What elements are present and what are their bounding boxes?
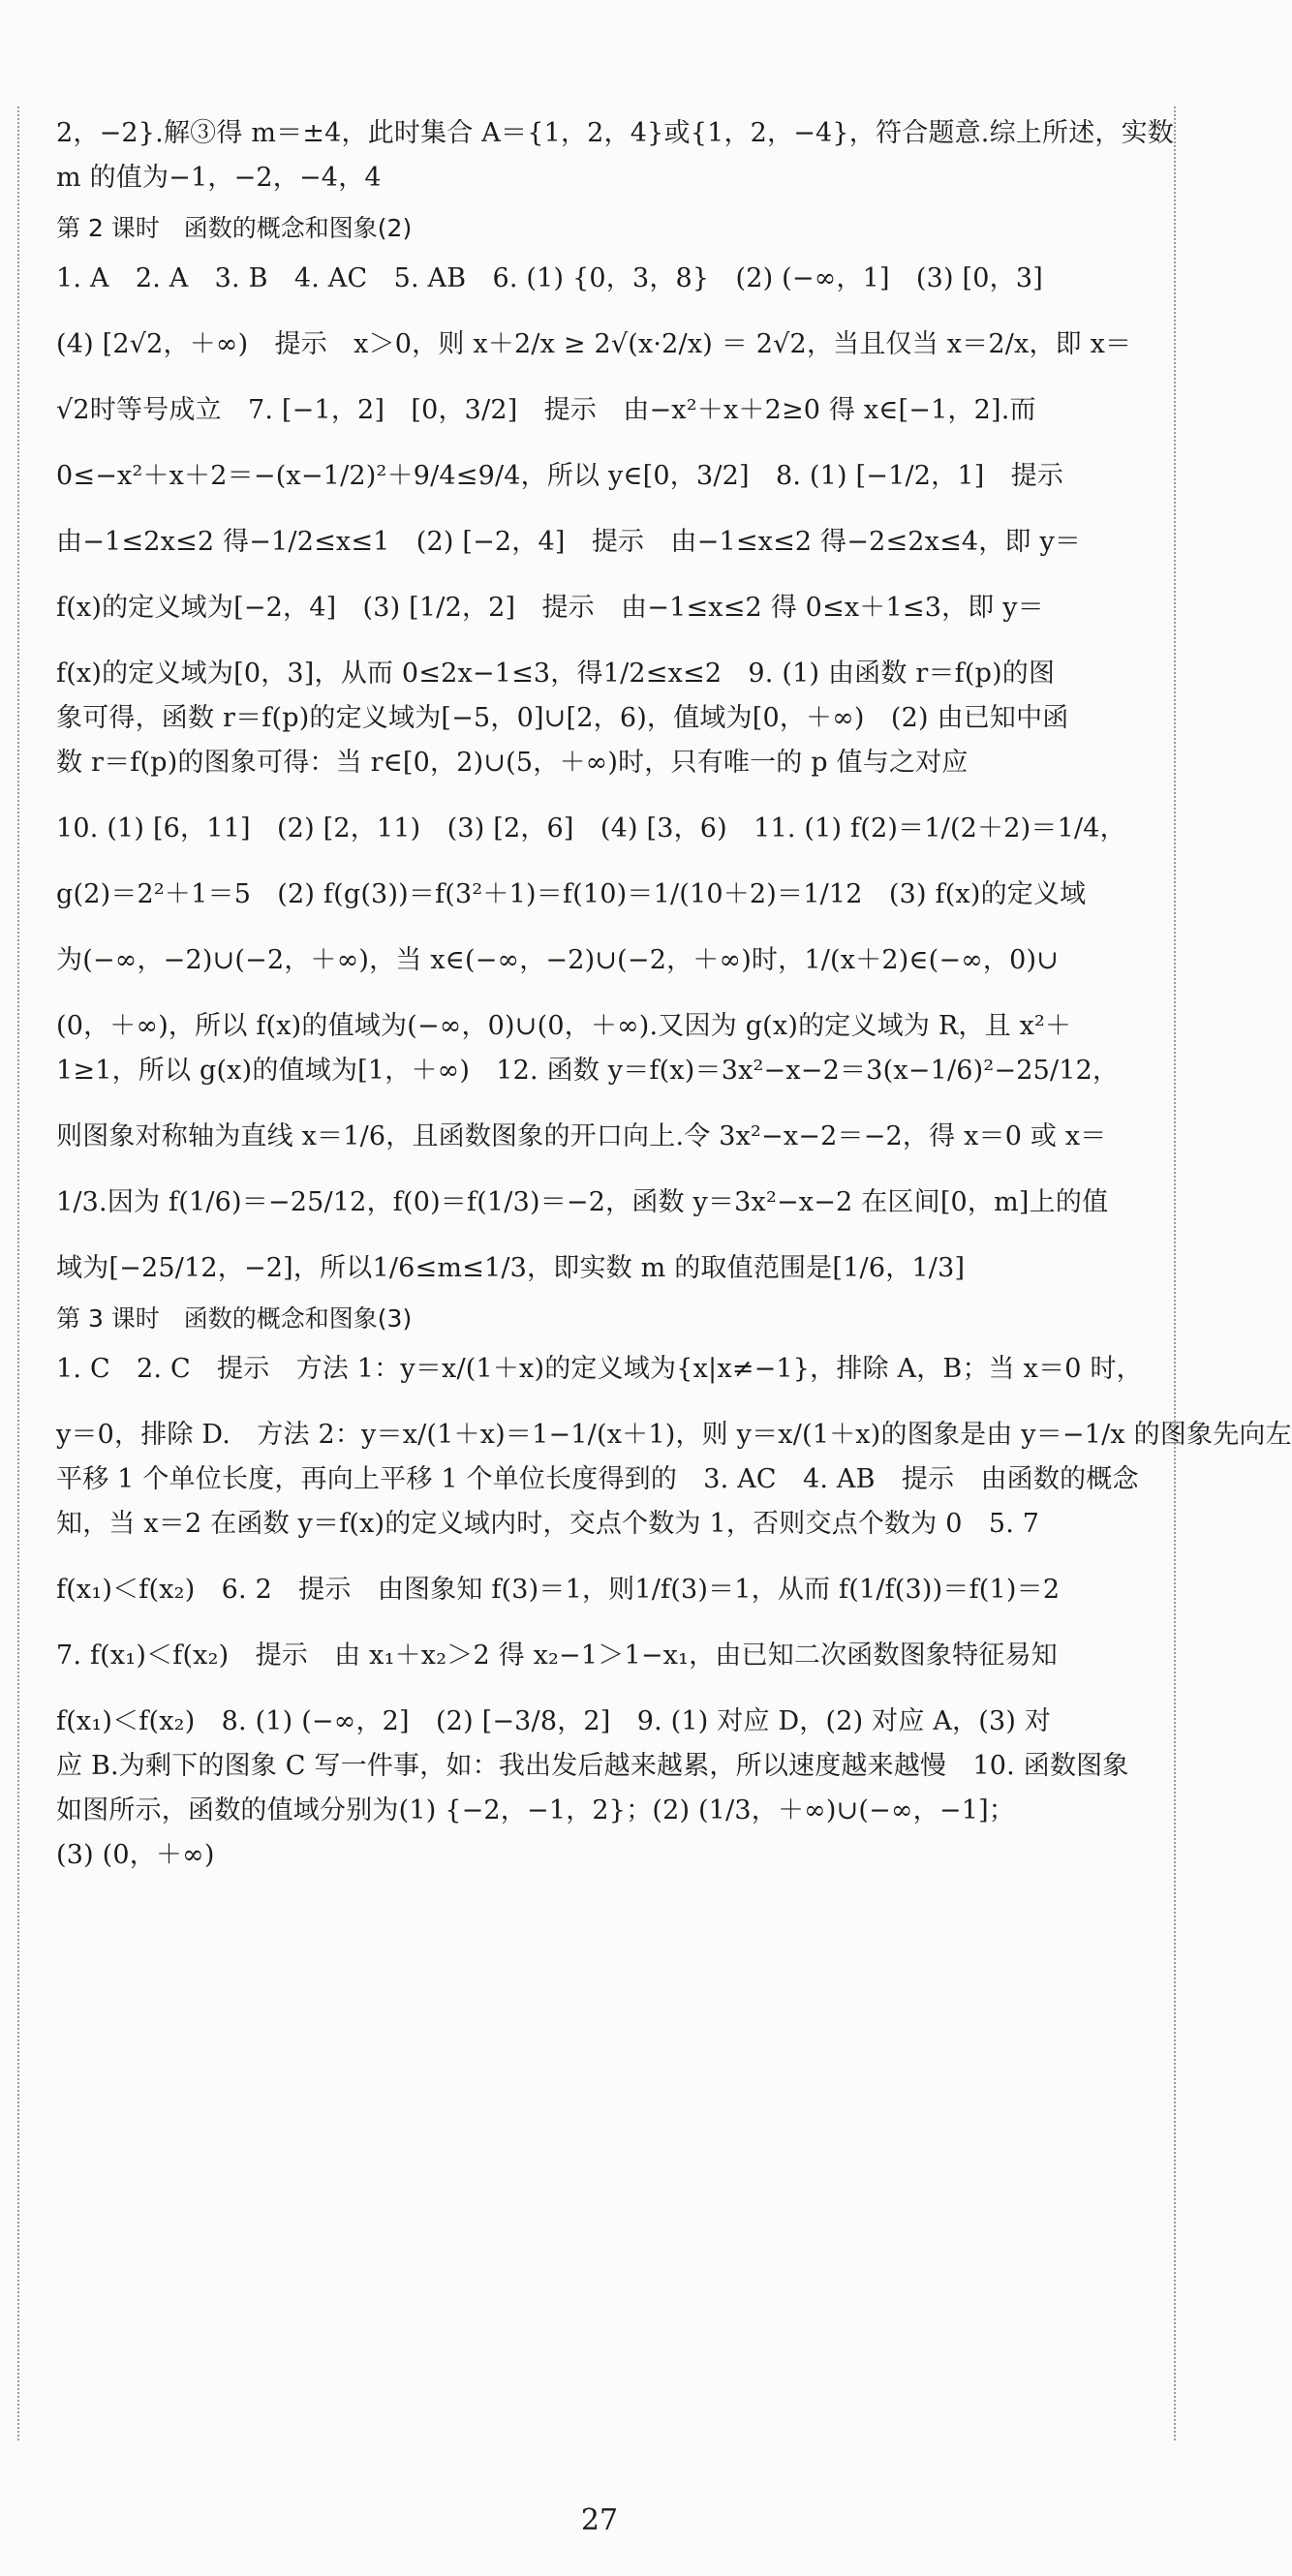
text-line: √2时等号成立 7. [−1，2] [0，3/2] 提示 由−x²＋x＋2≥0 得 x∈[−1，2].而 (56, 395, 1036, 425)
text-line: f(x)的定义域为[−2，4] (3) [1/2，2] 提示 由−1≤x≤2 得 0≤x＋1≤3，即 y＝ (56, 593, 1044, 623)
answer-text-body (56, 111, 1292, 1878)
text-line: g(2)＝2²＋1＝5 (2) f(g(3))＝f(3²＋1)＝f(10)＝1/(10＋2)＝1/12 (3) f(x)的定义域 (56, 879, 1087, 909)
text-line: (4) [2√2，＋∞) 提示 x＞0，则 x＋2/x ≥ 2√(x·2/x) ＝ 2√2，当且仅当 x＝2/x，即 x＝ (56, 329, 1132, 359)
text-line: 7. f(x₁)＜f(x₂) 提示 由 x₁＋x₂＞2 得 x₂−1＞1−x₁，由已知二次函数图象特征易知 (56, 1641, 1058, 1671)
text-line: 域为[−25/12，−2]，所以1/6≤m≤1/3，即实数 m 的取值范围是[1/6，1/3] (56, 1253, 966, 1283)
text-line: y＝0，排除 D. 方法 2：y＝x/(1＋x)＝1−1/(x＋1)，则 y＝x/(1＋x)的图象是由 y＝−1/x 的图象先向左 (56, 1420, 1292, 1450)
text-line: 由−1≤2x≤2 得−1/2≤x≤1 (2) [−2，4] 提示 由−1≤x≤2 得−2≤2x≤4，即 y＝ (56, 527, 1082, 557)
text-line: 10. (1) [6，11] (2) [2，11) (3) [2，6] (4) [3，6) 11. (1) f(2)＝1/(2＋2)＝1/4， (56, 813, 1126, 843)
left-margin-dotted-rule (17, 107, 19, 2440)
text-line: 0≤−x²＋x＋2＝−(x−1/2)²＋9/4≤9/4，所以 y∈[0，3/2] 8. (1) [−1/2，1] 提示 (56, 461, 1064, 491)
text-line: (3) (0，＋∞) (56, 1840, 215, 1870)
text-line: 应 B.为剩下的图象 C 写一件事，如：我出发后越来越累，所以速度越来越慢 10. 函数图象 (56, 1751, 1129, 1781)
text-line: 知，当 x＝2 在函数 y＝f(x)的定义域内时，交点个数为 1，否则交点个数为 0 5. 7 (56, 1509, 1040, 1539)
text-line: f(x)的定义域为[0，3]，从而 0≤2x−1≤3，得1/2≤x≤2 9. (1) 由函数 r＝f(p)的图 (56, 659, 1056, 689)
text-line: 为(−∞，−2)∪(−2，＋∞)，当 x∈(−∞，−2)∪(−2，＋∞)时，1/(x＋2)∈(−∞，0)∪ (56, 945, 1060, 975)
page-number: 27 (580, 2503, 619, 2537)
text-line: 2，−2}.解③得 m＝±4，此时集合 A＝{1，2，4}或{1，2，−4}，符合题意.综上所述，实数 (56, 118, 1174, 148)
text-line: 1. A 2. A 3. B 4. AC 5. AB 6. (1) {0，3，8} (2) (−∞，1] (3) [0，3] (56, 263, 1043, 293)
text-line: 1. C 2. C 提示 方法 1：y＝x/(1＋x)的定义域为{x|x≠−1}，排除 A，B；当 x＝0 时， (56, 1354, 1143, 1384)
text-line: f(x₁)＜f(x₂) 6. 2 提示 由图象知 f(3)＝1，则1/f(3)＝1，从而 f(1/f(3))＝f(1)＝2 (56, 1575, 1061, 1605)
text-line: 如图所示，函数的值域分别为(1) {−2，−1，2}；(2) (1/3，＋∞)∪(−∞，−1]； (56, 1795, 1016, 1825)
text-line: f(x₁)＜f(x₂) 8. (1) (−∞，2] (2) [−3/8，2] 9. (1) 对应 D，(2) 对应 A，(3) 对 (56, 1706, 1052, 1736)
right-margin-dotted-rule (1174, 107, 1176, 2440)
text-line: (0，＋∞)，所以 f(x)的值域为(−∞，0)∪(0，＋∞).又因为 g(x)的定义域为 R，且 x²＋ (56, 1011, 1072, 1041)
text-line: m 的值为−1，−2，−4，4 (56, 163, 382, 193)
text-line: 1≥1，所以 g(x)的值域为[1，＋∞) 12. 函数 y＝f(x)＝3x²−x−2＝3(x−1/6)²−25/12， (56, 1056, 1120, 1086)
section-heading-lesson-2: 第 2 课时 函数的概念和图象(2) (56, 214, 413, 242)
text-line: 平移 1 个单位长度，再向上平移 1 个单位长度得到的 3. AC 4. AB 提示 由函数的概念 (56, 1464, 1139, 1494)
text-line: 则图象对称轴为直线 x＝1/6，且函数图象的开口向上.令 3x²−x−2＝−2，得 x＝0 或 x＝ (56, 1121, 1107, 1151)
text-line: 数 r＝f(p)的图象可得：当 r∈[0，2)∪(5，＋∞)时，只有唯一的 p 值与之对应 (56, 748, 969, 778)
section-heading-lesson-3: 第 3 课时 函数的概念和图象(3) (56, 1304, 413, 1333)
text-line: 象可得，函数 r＝f(p)的定义域为[−5，0]∪[2，6)，值域为[0，＋∞) (2) 由已知中函 (56, 703, 1069, 733)
text-line: 1/3.因为 f(1/6)＝−25/12，f(0)＝f(1/3)＝−2，函数 y＝3x²−x−2 在区间[0，m]上的值 (56, 1187, 1109, 1217)
